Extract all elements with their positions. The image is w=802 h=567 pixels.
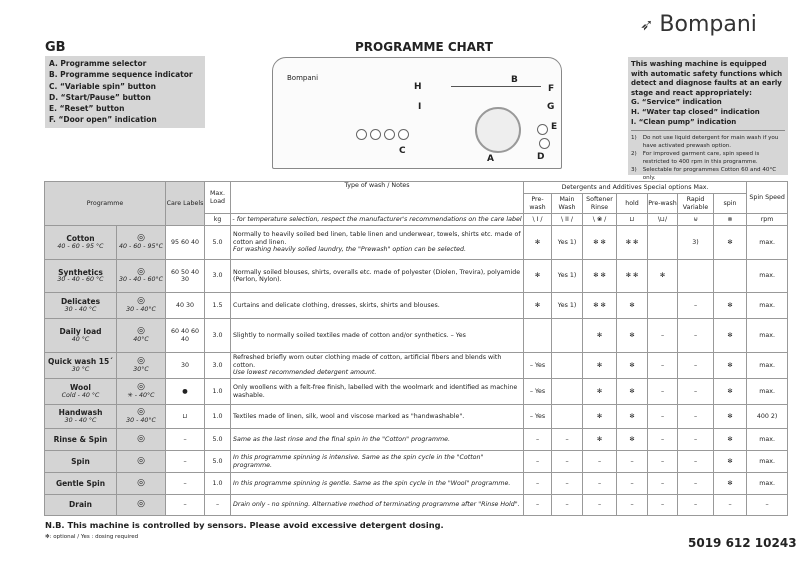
table-row: [45, 319, 788, 353]
max-load-cell: 5.0: [205, 429, 231, 451]
option-cell: Yes 1): [552, 226, 583, 260]
footnote: [631, 134, 785, 150]
option-cell: –: [617, 495, 648, 516]
option-cell: [552, 353, 583, 379]
programme-name-cell: [45, 260, 117, 293]
max-load-cell: 3.0: [205, 260, 231, 293]
max-load-cell: 5.0: [205, 451, 231, 473]
programme-symbol-temp: ✳ - 40°C: [127, 391, 155, 399]
option-cell: ✻: [617, 405, 648, 429]
notes-cell: [231, 293, 524, 319]
programme-icon: ◎: [137, 455, 145, 466]
footnote-number: 2): [631, 151, 637, 158]
programme-symbol-cell: [117, 379, 166, 405]
safety-intro: This washing machine is equipped with automatic safety functions which detect and diagnose faults at an early stage and react appropriately:: [631, 60, 783, 97]
country-code: GB: [45, 40, 66, 55]
footnote-text: Do not use liquid detergent for main wash if you have activated prewash option.: [642, 135, 779, 150]
care-labels-cell: –: [166, 429, 205, 451]
option-cell: –: [714, 495, 747, 516]
footnote-text: Selectable for programmes Cotton 60 and 40°C only.: [642, 167, 777, 182]
max-load-cell: 5.0: [205, 226, 231, 260]
notes-cell: [231, 353, 524, 379]
note-text: Textiles made of linen, silk, wool and viscose marked as "handwashable".: [233, 412, 465, 420]
notes-cell: [231, 260, 524, 293]
programme-name: Drain: [69, 500, 92, 510]
control-panel-diagram: [272, 57, 562, 169]
option-cell: –: [678, 495, 714, 516]
option-cell: –: [617, 473, 648, 495]
programme-temp: 30 - 40 °C: [64, 305, 97, 313]
programme-selector-knob: [475, 107, 521, 153]
header-softener: Softener Rinse: [583, 194, 617, 214]
table-row: [45, 293, 788, 319]
care-labels-cell: ⊔: [166, 405, 205, 429]
option-cell: ✻: [617, 293, 648, 319]
brand-name: Bompani: [659, 12, 757, 37]
variable-spin-button: [398, 129, 409, 140]
footnote: [631, 150, 785, 166]
header-kg: kg: [205, 214, 231, 226]
label-b: B: [511, 75, 518, 85]
safety-item: I. “Clean pump” indication: [631, 117, 737, 126]
option-cell: ✻: [714, 429, 747, 451]
notes-cell: [231, 405, 524, 429]
option-cell: max.: [747, 226, 788, 260]
programme-icon: ◎: [137, 477, 145, 488]
table-row: [45, 260, 788, 293]
max-load-cell: 1.0: [205, 379, 231, 405]
header-prewash-option: Pre-wash: [648, 194, 678, 214]
programme-icon: ◎: [137, 382, 145, 393]
option-cell: ✻: [714, 379, 747, 405]
programme-icon: ◎: [137, 326, 145, 337]
table-row: [45, 379, 788, 405]
programme-name: Delicates: [60, 297, 101, 307]
option-cell: –: [524, 495, 552, 516]
controls-legend: [45, 56, 205, 128]
reset-button: [537, 124, 548, 135]
option-cell: max.: [747, 429, 788, 451]
option-cell: Yes 1): [552, 260, 583, 293]
note-text: Slightly to normally soiled textiles made of cotton and/or synthetics. – Yes: [233, 331, 466, 339]
option-cell: max.: [747, 379, 788, 405]
option-cell: ✻: [524, 226, 552, 260]
programme-name-cell: [45, 451, 117, 473]
programme-name: Quick wash 15´: [48, 357, 113, 367]
header-care-labels: Care Labels: [166, 182, 205, 226]
note-italic: Same as the last rinse and the final spin in the "Cotton" programme.: [233, 435, 451, 443]
option-cell: –: [583, 451, 617, 473]
header-detergents: Detergents and Additives Special options Max.: [524, 182, 747, 194]
header-main-wash: Main Wash: [552, 194, 583, 214]
safety-item: H. “Water tap closed” indication: [631, 107, 760, 116]
programme-name-cell: [45, 405, 117, 429]
option-cell: –: [678, 429, 714, 451]
note-text: Only woollens with a felt-free finish, labelled with the woolmark and identified as machine washable.: [233, 384, 518, 399]
programme-name-cell: [45, 379, 117, 405]
option-cell: –: [524, 429, 552, 451]
care-labels-cell: –: [166, 451, 205, 473]
notes-cell: [231, 473, 524, 495]
label-g: G: [547, 102, 555, 112]
legend-item: C. “Variable spin” button: [49, 81, 156, 91]
option-cell: –: [648, 473, 678, 495]
option-cell: ✻: [714, 353, 747, 379]
notes-cell: [231, 495, 524, 516]
note-italic: In this programme spinning is gentle. Same as the spin cycle in the "Wool" programme.: [233, 479, 511, 487]
notes-cell: [231, 226, 524, 260]
programme-icon: ◎: [137, 233, 145, 244]
footnote: [631, 166, 785, 182]
option-cell: ✻: [617, 379, 648, 405]
main-wash-icon: \ II /: [552, 214, 583, 226]
option-cell: max.: [747, 319, 788, 353]
option-cell: –: [648, 429, 678, 451]
option-cell: max.: [747, 451, 788, 473]
option-cell: –: [583, 473, 617, 495]
table-row: [45, 353, 788, 379]
option-cell: – Yes: [524, 379, 552, 405]
programme-symbol-cell: [117, 226, 166, 260]
programme-icon: ◎: [137, 499, 145, 510]
programme-symbol-temp: 30 - 40°C: [126, 305, 156, 313]
header-rapid: Rapid Variable: [678, 194, 714, 214]
programme-symbol-cell: [117, 353, 166, 379]
programme-name: Synthetics: [58, 267, 103, 277]
table-row: [45, 429, 788, 451]
option-cell: max.: [747, 293, 788, 319]
option-cell: Yes 1): [552, 293, 583, 319]
option-cell: –: [583, 495, 617, 516]
option-cell: [552, 319, 583, 353]
programme-name-cell: [45, 473, 117, 495]
document-code: 5019 612 10243: [688, 536, 797, 550]
table-row: [45, 495, 788, 516]
programme-symbol-cell: [117, 319, 166, 353]
option-cell: max.: [747, 473, 788, 495]
option-cell: – Yes: [524, 353, 552, 379]
programme-name: Handwash: [58, 408, 103, 418]
option-cell: ✻ ✻: [583, 293, 617, 319]
header-rinse-hold: hold: [617, 194, 648, 214]
option-cell: –: [678, 473, 714, 495]
note-italic: For washing heavily soiled laundry, the "Prewash" option can be selected.: [233, 246, 467, 254]
option-cell: –: [678, 379, 714, 405]
softener-icon: \ ❀ /: [583, 214, 617, 226]
option-cell: ✻: [617, 319, 648, 353]
programme-symbol-cell: [117, 405, 166, 429]
programme-icon: ◎: [137, 356, 145, 367]
rinse-hold-icon: ⊔: [617, 214, 648, 226]
programme-symbol-cell: [117, 293, 166, 319]
legend-item: A. Programme selector: [49, 59, 147, 68]
option-cell: –: [648, 319, 678, 353]
sequence-indicator: [451, 86, 541, 87]
rapid-icon: ⊌: [678, 214, 714, 226]
option-cell: –: [648, 495, 678, 516]
programme-temp: 40 °C: [71, 335, 90, 343]
footnote-text: For improved garment care, spin speed is restricted to 400 rpm in this programme.: [642, 151, 760, 166]
programme-symbol-temp: 30 - 40°C: [126, 416, 156, 424]
option-cell: ✻ ✻: [617, 260, 648, 293]
programme-name-cell: [45, 429, 117, 451]
note-text: Normally soiled blouses, shirts, overalls etc. made of polyester (Diolen, Trevira), polyamide (Perlon, Nylon).: [233, 268, 521, 283]
option-cell: –: [678, 293, 714, 319]
note-text: Curtains and delicate clothing, dresses, skirts, shirts and blouses.: [233, 301, 440, 309]
header-variable-spin: spin: [714, 194, 747, 214]
bird-logo-icon: ➶: [640, 15, 654, 34]
option-cell: [678, 260, 714, 293]
legend-note: ✻: optional / Yes : dosing required: [45, 534, 139, 540]
header-spin-speed: Spin Speed: [747, 182, 788, 214]
programme-table: [44, 181, 788, 516]
header-rpm: rpm: [747, 214, 788, 226]
care-labels-cell: –: [166, 473, 205, 495]
note-italic: Drain only - no spinning. Alternative method of terminating programme after "Rinse Hold".: [233, 501, 520, 509]
option-cell: [552, 379, 583, 405]
programme-temp: 40 - 60 - 95 °C: [57, 242, 104, 250]
label-h: H: [414, 82, 422, 92]
safety-item: G. “Service” indication: [631, 98, 722, 107]
option-cell: –: [552, 451, 583, 473]
option-cell: [552, 405, 583, 429]
programme-name-cell: [45, 293, 117, 319]
option-cell: 3): [678, 226, 714, 260]
option-cell: ✻: [714, 405, 747, 429]
max-load-cell: 1.0: [205, 405, 231, 429]
option-cell: ✻: [583, 379, 617, 405]
option-cell: ✻: [714, 226, 747, 260]
option-cell: ✻: [648, 260, 678, 293]
option-cell: –: [678, 319, 714, 353]
option-cell: –: [678, 451, 714, 473]
table-row: [45, 226, 788, 260]
page-title: PROGRAMME CHART: [355, 40, 493, 54]
option-cell: –: [524, 451, 552, 473]
header-max-load: Max. Load: [205, 182, 231, 214]
programme-symbol-cell: [117, 260, 166, 293]
option-cell: ✻: [583, 353, 617, 379]
programme-name: Daily load: [59, 327, 102, 337]
label-d: D: [537, 152, 545, 162]
notes-cell: [231, 379, 524, 405]
option-cell: –: [552, 495, 583, 516]
legend-item: B. Programme sequence indicator: [49, 70, 193, 80]
label-f: F: [548, 84, 555, 94]
care-labels-cell: ●: [166, 379, 205, 405]
programme-icon: ◎: [137, 266, 145, 277]
prewash-icon: \ I /: [524, 214, 552, 226]
option-cell: ✻: [617, 353, 648, 379]
label-i: I: [418, 102, 422, 112]
programme-temp: 30 °C: [71, 365, 90, 373]
programme-name-cell: [45, 319, 117, 353]
option-cell: ✻: [714, 293, 747, 319]
option-cell: ✻: [714, 451, 747, 473]
option-cell: –: [747, 495, 788, 516]
variable-spin-icon: ⊗: [714, 214, 747, 226]
option-button: [370, 129, 381, 140]
care-labels-cell: –: [166, 495, 205, 516]
option-cell: max.: [747, 353, 788, 379]
note-text: Normally to heavily soiled bed linen, table linen and underwear, towels, shirts etc. made of cotton and linen.: [233, 231, 521, 246]
programme-name: Spin: [71, 456, 90, 466]
programme-icon: ◎: [137, 296, 145, 307]
programme-symbol-temp: 30 - 40 - 60°C: [118, 276, 164, 283]
panel-brand: Bompani: [287, 74, 319, 82]
prewash-option-icon: \⊔/: [648, 214, 678, 226]
table-row: [45, 405, 788, 429]
header-type: Type of wash / Notes: [231, 182, 524, 214]
max-load-cell: 3.0: [205, 353, 231, 379]
footnote-number: 1): [631, 135, 637, 142]
programme-temp: Cold - 40 °C: [61, 391, 100, 399]
max-load-cell: –: [205, 495, 231, 516]
note-text: Refreshed briefly worn outer clothing made of cotton, artificial fibers and blends with cotton.: [233, 354, 502, 369]
option-cell: –: [678, 353, 714, 379]
max-load-cell: 3.0: [205, 319, 231, 353]
programme-symbol-cell: [117, 451, 166, 473]
programme-name: Wool: [70, 383, 91, 393]
option-cell: ✻: [583, 405, 617, 429]
programme-symbol-cell: [117, 495, 166, 516]
option-cell: ✻: [714, 473, 747, 495]
option-cell: max.: [747, 260, 788, 293]
programme-symbol-temp: 30°C: [133, 365, 149, 373]
option-cell: [648, 226, 678, 260]
programme-name-cell: [45, 353, 117, 379]
care-labels-cell: 30: [166, 353, 205, 379]
option-cell: –: [678, 405, 714, 429]
label-e: E: [551, 122, 558, 132]
option-cell: –: [648, 353, 678, 379]
notes-cell: [231, 451, 524, 473]
safety-info-box: [628, 57, 788, 182]
header-prewash: Pre-wash: [524, 194, 552, 214]
option-cell: [648, 293, 678, 319]
option-cell: ✻: [583, 429, 617, 451]
programme-name-cell: [45, 495, 117, 516]
option-cell: ✻: [524, 260, 552, 293]
option-cell: ✻: [714, 319, 747, 353]
start-pause-button: [539, 138, 550, 149]
programme-symbol-temp: 40°C: [133, 335, 149, 343]
programme-name-cell: [45, 226, 117, 260]
programme-icon: ◎: [137, 433, 145, 444]
programme-symbol-cell: [117, 473, 166, 495]
programme-icon: ◎: [137, 407, 145, 418]
care-labels-cell: 40 30: [166, 293, 205, 319]
programme-name: Rinse & Spin: [53, 434, 108, 444]
option-cell: 400 2): [747, 405, 788, 429]
option-cell: ✻: [524, 293, 552, 319]
table-row: [45, 451, 788, 473]
care-labels-cell: 60 50 40 30: [166, 260, 205, 293]
brand-logo: [640, 12, 757, 37]
option-cell: ✻: [583, 319, 617, 353]
note-italic: In this programme spinning is intensive. Same as the spin cycle in the "Cotton" programme.: [233, 454, 484, 469]
programme-name: Cotton: [66, 234, 95, 244]
label-c: C: [399, 146, 406, 156]
care-labels-cell: 95 60 40: [166, 226, 205, 260]
option-cell: [714, 260, 747, 293]
option-cell: –: [648, 405, 678, 429]
legend-item: E. “Reset” button: [49, 104, 125, 114]
legend-item: F. “Door open” indication: [49, 115, 157, 125]
notes-cell: [231, 319, 524, 353]
table-row: [45, 473, 788, 495]
notes-cell: [231, 429, 524, 451]
care-labels-cell: 60 40 60 40: [166, 319, 205, 353]
header-programme: Programme: [45, 182, 166, 226]
header-type-note: - for temperature selection, respect the manufacturer's recommendations on the care label: [231, 214, 524, 226]
programme-symbol-temp: 40 - 60 - 95°C: [118, 242, 164, 250]
option-button: [384, 129, 395, 140]
option-button: [356, 129, 367, 140]
option-cell: – Yes: [524, 405, 552, 429]
option-cell: –: [552, 429, 583, 451]
option-cell: ✻: [617, 429, 648, 451]
option-cell: ✻ ✻: [583, 226, 617, 260]
programme-temp: 30 - 40 - 60 °C: [57, 276, 104, 283]
option-cell: [524, 319, 552, 353]
programme-symbol-cell: [117, 429, 166, 451]
note-italic: Use lowest recommended detergent amount.: [233, 369, 377, 377]
sensor-note: N.B. This machine is controlled by sensors. Please avoid excessive detergent dosing.: [45, 520, 444, 530]
max-load-cell: 1.0: [205, 473, 231, 495]
option-cell: –: [552, 473, 583, 495]
option-cell: –: [524, 473, 552, 495]
option-cell: ✻ ✻: [583, 260, 617, 293]
legend-item: D. “Start/Pause” button: [49, 92, 151, 102]
option-cell: ✻ ✻: [617, 226, 648, 260]
programme-name: Gentle Spin: [55, 478, 106, 488]
footnote-number: 3): [631, 167, 637, 174]
programme-temp: 30 - 40 °C: [64, 416, 97, 424]
label-a: A: [487, 154, 494, 164]
option-cell: –: [617, 451, 648, 473]
option-cell: –: [648, 379, 678, 405]
max-load-cell: 1.5: [205, 293, 231, 319]
option-cell: –: [648, 451, 678, 473]
